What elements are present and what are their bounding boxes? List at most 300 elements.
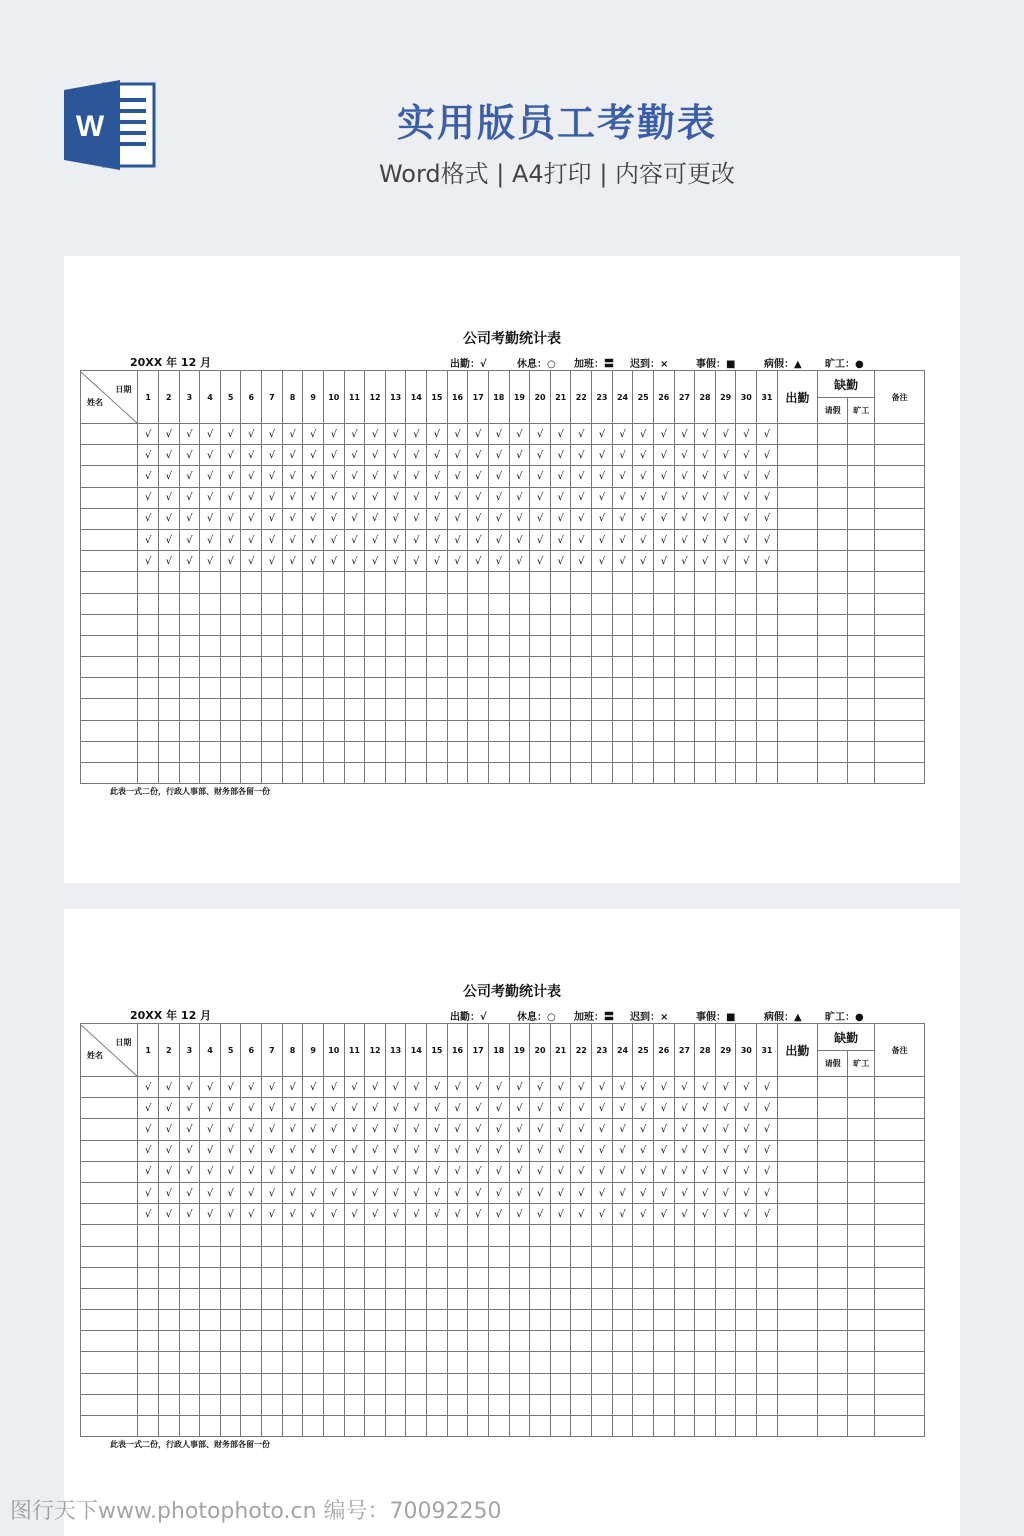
day-cell[interactable] [695,678,716,699]
remarks-cell[interactable] [875,1119,925,1140]
day-cell[interactable] [488,1310,509,1331]
day-cell[interactable]: √ [262,424,283,445]
day-cell[interactable] [427,1331,448,1352]
day-cell[interactable] [406,1288,427,1309]
day-cell[interactable]: √ [633,1140,654,1161]
remarks-cell[interactable] [875,1225,925,1246]
day-cell[interactable] [509,699,530,720]
day-cell[interactable] [220,1225,241,1246]
day-cell[interactable] [303,1352,324,1373]
leave-cell[interactable] [817,572,847,593]
day-cell[interactable]: √ [323,1204,344,1225]
day-cell[interactable] [509,1225,530,1246]
day-cell[interactable] [262,1373,283,1394]
day-cell[interactable]: √ [736,1204,757,1225]
day-cell[interactable] [653,1288,674,1309]
day-cell[interactable] [653,635,674,656]
day-cell[interactable]: √ [138,1098,159,1119]
day-cell[interactable] [200,763,221,784]
day-cell[interactable] [447,657,468,678]
remarks-cell[interactable] [875,1394,925,1415]
day-cell[interactable]: √ [303,1161,324,1182]
day-cell[interactable] [158,593,179,614]
name-cell[interactable] [81,1331,138,1352]
day-cell[interactable] [282,699,303,720]
day-cell[interactable] [138,1267,159,1288]
day-cell[interactable] [344,1267,365,1288]
day-cell[interactable]: √ [365,529,386,550]
day-cell[interactable] [262,741,283,762]
day-cell[interactable]: √ [220,551,241,572]
day-cell[interactable] [612,741,633,762]
day-cell[interactable] [530,614,551,635]
day-cell[interactable]: √ [158,508,179,529]
truancy-cell[interactable] [848,678,875,699]
day-cell[interactable]: √ [695,466,716,487]
day-cell[interactable] [468,1416,489,1437]
truancy-cell[interactable] [848,1161,875,1182]
day-cell[interactable] [757,572,778,593]
truancy-cell[interactable] [848,1288,875,1309]
day-cell[interactable] [653,593,674,614]
day-cell[interactable] [633,1394,654,1415]
remarks-cell[interactable] [875,1310,925,1331]
day-cell[interactable] [303,1267,324,1288]
day-cell[interactable] [365,720,386,741]
day-cell[interactable] [262,657,283,678]
name-cell[interactable] [81,1119,138,1140]
remarks-cell[interactable] [875,1140,925,1161]
day-cell[interactable] [406,1352,427,1373]
day-cell[interactable] [468,1352,489,1373]
leave-cell[interactable] [817,657,847,678]
day-cell[interactable] [509,1352,530,1373]
leave-cell[interactable] [817,508,847,529]
day-cell[interactable] [447,1331,468,1352]
day-cell[interactable]: √ [550,1182,571,1203]
day-cell[interactable]: √ [674,487,695,508]
day-cell[interactable]: √ [282,508,303,529]
day-cell[interactable] [427,1373,448,1394]
day-cell[interactable] [323,1288,344,1309]
day-cell[interactable]: √ [674,1182,695,1203]
day-cell[interactable] [138,1394,159,1415]
day-cell[interactable] [365,614,386,635]
day-cell[interactable]: √ [179,1119,200,1140]
day-cell[interactable]: √ [633,487,654,508]
day-cell[interactable] [323,1331,344,1352]
day-cell[interactable]: √ [282,424,303,445]
day-cell[interactable]: √ [262,1204,283,1225]
day-cell[interactable]: √ [757,424,778,445]
day-cell[interactable] [158,1394,179,1415]
day-cell[interactable] [447,763,468,784]
day-cell[interactable] [612,1310,633,1331]
truancy-cell[interactable] [848,1204,875,1225]
leave-cell[interactable] [817,445,847,466]
day-cell[interactable] [447,678,468,699]
day-cell[interactable] [220,593,241,614]
day-cell[interactable]: √ [695,1098,716,1119]
day-cell[interactable] [406,1310,427,1331]
name-cell[interactable] [81,1225,138,1246]
truancy-cell[interactable] [848,635,875,656]
day-cell[interactable] [282,1373,303,1394]
day-cell[interactable]: √ [530,1119,551,1140]
day-cell[interactable] [282,741,303,762]
day-cell[interactable] [344,678,365,699]
name-cell[interactable] [81,699,138,720]
day-cell[interactable]: √ [344,466,365,487]
day-cell[interactable] [385,720,406,741]
remarks-cell[interactable] [875,1352,925,1373]
name-cell[interactable] [81,529,138,550]
day-cell[interactable]: √ [488,551,509,572]
attendance-cell[interactable] [777,1119,817,1140]
day-cell[interactable]: √ [447,424,468,445]
day-cell[interactable] [385,657,406,678]
day-cell[interactable]: √ [612,424,633,445]
leave-cell[interactable] [817,1098,847,1119]
day-cell[interactable] [220,720,241,741]
attendance-cell[interactable] [777,1373,817,1394]
day-cell[interactable]: √ [571,508,592,529]
day-cell[interactable] [653,720,674,741]
day-cell[interactable]: √ [468,1098,489,1119]
day-cell[interactable] [241,1246,262,1267]
day-cell[interactable]: √ [736,1161,757,1182]
day-cell[interactable]: √ [612,1098,633,1119]
day-cell[interactable] [262,1310,283,1331]
day-cell[interactable]: √ [633,1182,654,1203]
day-cell[interactable] [262,593,283,614]
day-cell[interactable] [488,572,509,593]
day-cell[interactable] [262,1288,283,1309]
day-cell[interactable] [138,1310,159,1331]
remarks-cell[interactable] [875,763,925,784]
remarks-cell[interactable] [875,529,925,550]
day-cell[interactable] [674,1394,695,1415]
day-cell[interactable]: √ [282,466,303,487]
day-cell[interactable] [179,635,200,656]
day-cell[interactable]: √ [200,445,221,466]
day-cell[interactable] [200,1225,221,1246]
day-cell[interactable] [571,1225,592,1246]
day-cell[interactable]: √ [406,529,427,550]
day-cell[interactable] [447,1394,468,1415]
day-cell[interactable] [550,1246,571,1267]
day-cell[interactable] [674,720,695,741]
day-cell[interactable] [179,593,200,614]
name-cell[interactable] [81,678,138,699]
day-cell[interactable] [200,657,221,678]
day-cell[interactable] [550,635,571,656]
day-cell[interactable] [612,720,633,741]
day-cell[interactable] [303,763,324,784]
day-cell[interactable]: √ [530,487,551,508]
day-cell[interactable]: √ [633,508,654,529]
day-cell[interactable] [138,614,159,635]
name-cell[interactable] [81,551,138,572]
day-cell[interactable] [653,1225,674,1246]
day-cell[interactable] [427,1310,448,1331]
day-cell[interactable]: √ [550,445,571,466]
day-cell[interactable]: √ [385,1119,406,1140]
day-cell[interactable]: √ [468,1119,489,1140]
day-cell[interactable] [592,1246,613,1267]
day-cell[interactable] [179,1416,200,1437]
day-cell[interactable] [179,1225,200,1246]
day-cell[interactable] [674,572,695,593]
day-cell[interactable] [282,1225,303,1246]
day-cell[interactable] [427,593,448,614]
day-cell[interactable]: √ [200,551,221,572]
day-cell[interactable] [633,1246,654,1267]
day-cell[interactable]: √ [138,508,159,529]
day-cell[interactable] [653,678,674,699]
attendance-cell[interactable] [777,1310,817,1331]
day-cell[interactable]: √ [220,445,241,466]
day-cell[interactable] [200,1310,221,1331]
day-cell[interactable]: √ [323,1098,344,1119]
day-cell[interactable]: √ [158,424,179,445]
day-cell[interactable] [468,1225,489,1246]
day-cell[interactable] [323,635,344,656]
day-cell[interactable]: √ [323,551,344,572]
day-cell[interactable]: √ [241,445,262,466]
day-cell[interactable] [282,593,303,614]
day-cell[interactable] [365,741,386,762]
day-cell[interactable] [571,678,592,699]
day-cell[interactable] [757,1310,778,1331]
day-cell[interactable]: √ [653,1119,674,1140]
day-cell[interactable] [220,1394,241,1415]
leave-cell[interactable] [817,487,847,508]
day-cell[interactable] [138,657,159,678]
day-cell[interactable] [592,1267,613,1288]
day-cell[interactable] [158,1225,179,1246]
day-cell[interactable] [385,763,406,784]
day-cell[interactable]: √ [592,445,613,466]
day-cell[interactable]: √ [592,529,613,550]
day-cell[interactable] [736,1331,757,1352]
day-cell[interactable] [200,1373,221,1394]
day-cell[interactable] [385,1352,406,1373]
day-cell[interactable]: √ [427,551,448,572]
day-cell[interactable] [695,1352,716,1373]
day-cell[interactable]: √ [406,1161,427,1182]
day-cell[interactable] [262,635,283,656]
day-cell[interactable] [158,1352,179,1373]
day-cell[interactable]: √ [365,1204,386,1225]
day-cell[interactable] [736,1373,757,1394]
day-cell[interactable]: √ [344,1140,365,1161]
day-cell[interactable]: √ [365,551,386,572]
day-cell[interactable] [158,678,179,699]
leave-cell[interactable] [817,424,847,445]
day-cell[interactable]: √ [715,508,736,529]
day-cell[interactable] [406,763,427,784]
day-cell[interactable]: √ [550,529,571,550]
day-cell[interactable]: √ [158,1098,179,1119]
attendance-cell[interactable] [777,614,817,635]
day-cell[interactable]: √ [653,487,674,508]
day-cell[interactable] [633,1416,654,1437]
day-cell[interactable] [715,720,736,741]
name-cell[interactable] [81,1161,138,1182]
day-cell[interactable]: √ [406,487,427,508]
day-cell[interactable] [550,572,571,593]
day-cell[interactable]: √ [282,445,303,466]
day-cell[interactable]: √ [468,445,489,466]
day-cell[interactable]: √ [509,466,530,487]
day-cell[interactable] [447,1267,468,1288]
day-cell[interactable] [695,763,716,784]
day-cell[interactable]: √ [509,1098,530,1119]
day-cell[interactable] [241,593,262,614]
day-cell[interactable]: √ [262,551,283,572]
day-cell[interactable] [633,572,654,593]
day-cell[interactable] [612,1288,633,1309]
day-cell[interactable] [488,678,509,699]
remarks-cell[interactable] [875,424,925,445]
name-cell[interactable] [81,1246,138,1267]
day-cell[interactable] [365,657,386,678]
day-cell[interactable] [138,1246,159,1267]
day-cell[interactable] [736,678,757,699]
day-cell[interactable] [633,614,654,635]
day-cell[interactable]: √ [674,424,695,445]
day-cell[interactable] [592,1310,613,1331]
truancy-cell[interactable] [848,508,875,529]
day-cell[interactable] [612,657,633,678]
day-cell[interactable]: √ [447,1161,468,1182]
day-cell[interactable]: √ [303,1140,324,1161]
day-cell[interactable] [715,635,736,656]
name-cell[interactable] [81,424,138,445]
day-cell[interactable]: √ [530,1098,551,1119]
day-cell[interactable] [571,1352,592,1373]
day-cell[interactable]: √ [179,1077,200,1098]
day-cell[interactable] [385,1373,406,1394]
day-cell[interactable] [633,1267,654,1288]
day-cell[interactable] [592,572,613,593]
day-cell[interactable]: √ [571,1204,592,1225]
day-cell[interactable]: √ [323,1077,344,1098]
truancy-cell[interactable] [848,529,875,550]
day-cell[interactable] [674,657,695,678]
day-cell[interactable] [530,720,551,741]
day-cell[interactable] [447,1288,468,1309]
day-cell[interactable] [179,1394,200,1415]
day-cell[interactable]: √ [509,424,530,445]
day-cell[interactable] [323,593,344,614]
day-cell[interactable]: √ [427,1204,448,1225]
day-cell[interactable]: √ [530,1182,551,1203]
day-cell[interactable]: √ [612,1140,633,1161]
day-cell[interactable] [488,1373,509,1394]
day-cell[interactable]: √ [427,1098,448,1119]
day-cell[interactable]: √ [592,1140,613,1161]
day-cell[interactable] [365,1310,386,1331]
day-cell[interactable]: √ [344,1204,365,1225]
attendance-cell[interactable] [777,424,817,445]
day-cell[interactable]: √ [715,424,736,445]
day-cell[interactable] [509,1331,530,1352]
attendance-cell[interactable] [777,1416,817,1437]
remarks-cell[interactable] [875,635,925,656]
day-cell[interactable] [303,1246,324,1267]
day-cell[interactable] [365,1225,386,1246]
day-cell[interactable] [179,572,200,593]
day-cell[interactable]: √ [530,551,551,572]
day-cell[interactable]: √ [695,424,716,445]
day-cell[interactable] [633,1310,654,1331]
day-cell[interactable] [736,657,757,678]
day-cell[interactable]: √ [365,1161,386,1182]
day-cell[interactable]: √ [674,551,695,572]
day-cell[interactable] [385,1416,406,1437]
day-cell[interactable] [282,614,303,635]
truancy-cell[interactable] [848,657,875,678]
day-cell[interactable]: √ [715,529,736,550]
remarks-cell[interactable] [875,1246,925,1267]
day-cell[interactable] [406,1225,427,1246]
attendance-cell[interactable] [777,1182,817,1203]
day-cell[interactable]: √ [158,529,179,550]
day-cell[interactable]: √ [303,1204,324,1225]
day-cell[interactable] [571,741,592,762]
day-cell[interactable]: √ [344,1077,365,1098]
name-cell[interactable] [81,657,138,678]
day-cell[interactable]: √ [303,529,324,550]
day-cell[interactable]: √ [262,1119,283,1140]
day-cell[interactable]: √ [571,1119,592,1140]
day-cell[interactable] [179,1267,200,1288]
day-cell[interactable] [757,1394,778,1415]
day-cell[interactable] [447,1352,468,1373]
day-cell[interactable] [530,1246,551,1267]
day-cell[interactable] [406,1416,427,1437]
day-cell[interactable]: √ [241,1204,262,1225]
day-cell[interactable] [571,699,592,720]
day-cell[interactable] [530,593,551,614]
day-cell[interactable] [571,1310,592,1331]
day-cell[interactable] [200,1416,221,1437]
day-cell[interactable]: √ [715,551,736,572]
day-cell[interactable]: √ [365,1140,386,1161]
day-cell[interactable] [179,1246,200,1267]
day-cell[interactable] [344,1394,365,1415]
day-cell[interactable] [262,1394,283,1415]
remarks-cell[interactable] [875,1077,925,1098]
day-cell[interactable]: √ [653,1098,674,1119]
day-cell[interactable]: √ [488,1182,509,1203]
day-cell[interactable] [674,763,695,784]
day-cell[interactable]: √ [303,424,324,445]
day-cell[interactable] [323,614,344,635]
day-cell[interactable]: √ [344,1119,365,1140]
day-cell[interactable]: √ [653,1161,674,1182]
remarks-cell[interactable] [875,741,925,762]
day-cell[interactable] [571,614,592,635]
day-cell[interactable] [323,1225,344,1246]
truancy-cell[interactable] [848,1140,875,1161]
day-cell[interactable] [138,593,159,614]
day-cell[interactable]: √ [241,1098,262,1119]
day-cell[interactable] [530,678,551,699]
day-cell[interactable]: √ [674,466,695,487]
